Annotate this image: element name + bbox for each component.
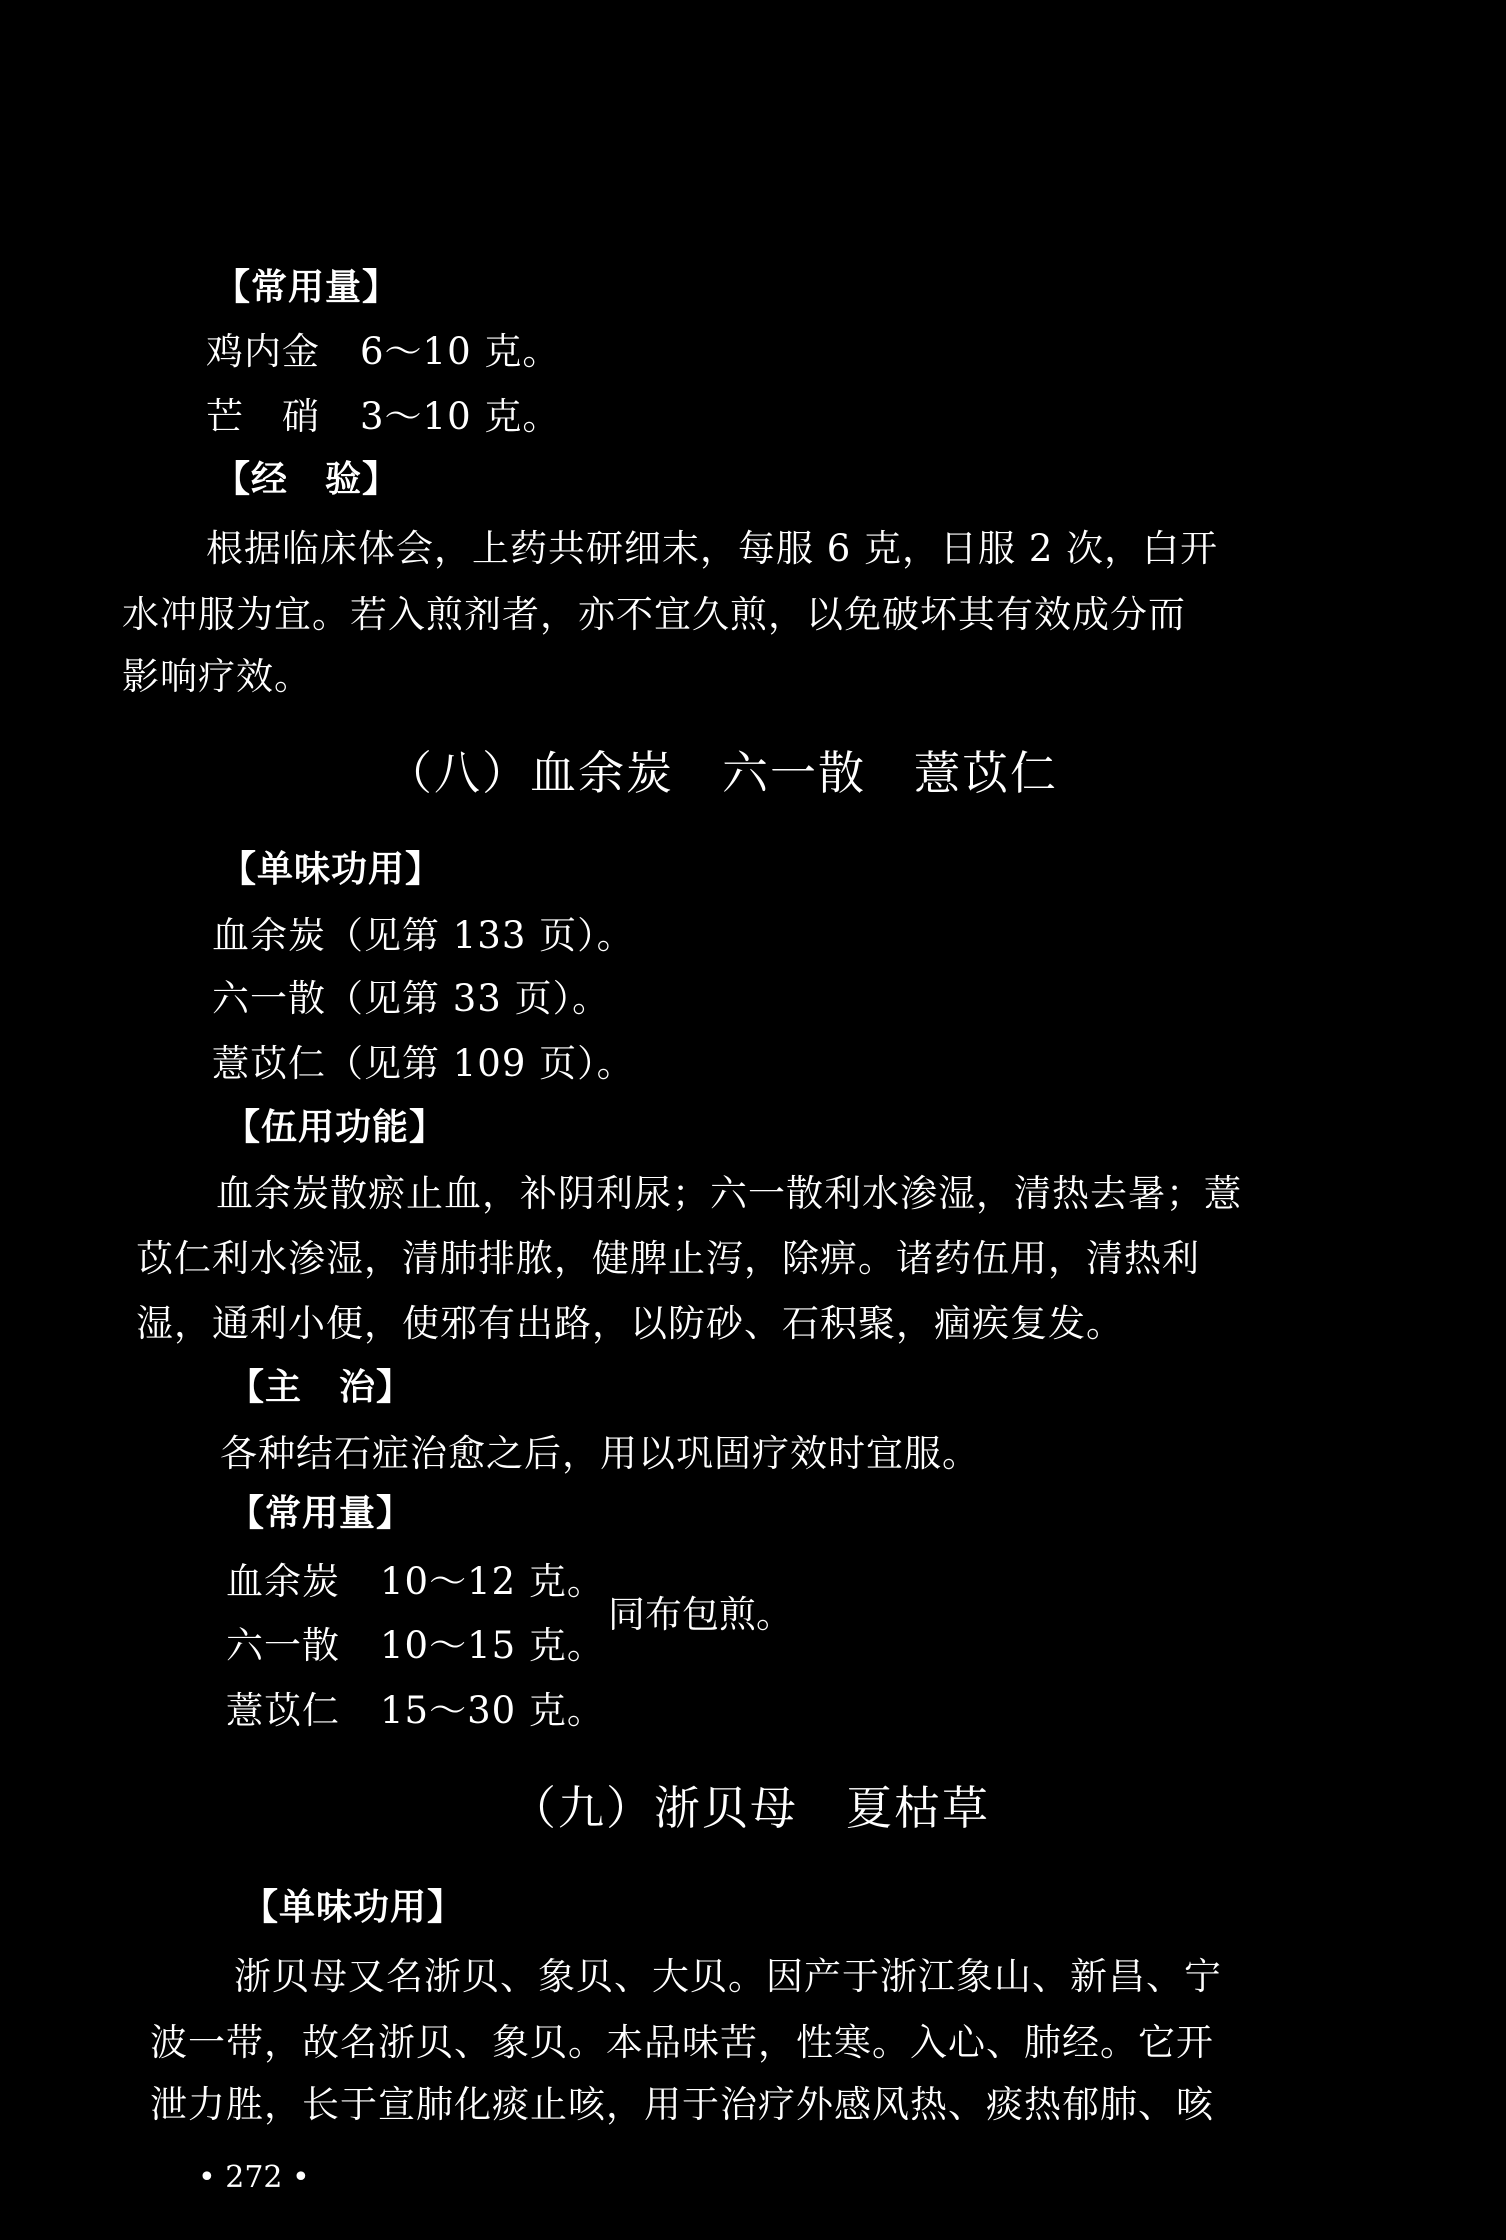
paragraph-line: 影响疗效。: [122, 655, 312, 698]
experience-heading: 【经 验】: [214, 459, 400, 500]
list-item: 血余炭（见第 133 页）。: [212, 914, 635, 957]
list-item: 薏苡仁（见第 109 页）。: [212, 1042, 635, 1085]
herb-amount: 3～10 克。: [360, 395, 561, 438]
list-item: 六一散（见第 33 页）。: [212, 977, 611, 1020]
paragraph-line: 根据临床体会，上药共研细末，每服 6 克，日服 2 次，白开: [206, 527, 1219, 570]
herb-name: 鸡内金: [206, 330, 320, 373]
dosage-item: [226, 1624, 605, 1667]
dosage-item: [206, 330, 561, 373]
herb-name: 六一散: [226, 1624, 340, 1667]
paragraph-line: 水冲服为宜。若入煎剂者，亦不宜久煎，以免破坏其有效成分而: [122, 593, 1186, 636]
paragraph-line: 泄力胜，长于宣肺化痰止咳，用于治疗外感风热、痰热郁肺、咳: [150, 2083, 1214, 2126]
paragraph-line: 苡仁利水渗湿，清肺排脓，健脾止泻，除痹。诸药伍用，清热利: [136, 1237, 1200, 1280]
herb-name: 血余炭: [226, 1560, 340, 1603]
paragraph-line: 血余炭散瘀止血，补阴利尿；六一散利水渗湿，清热去暑；薏: [216, 1172, 1242, 1215]
dosage-note: 同布包煎。: [608, 1593, 793, 1636]
dosage-heading: 【常用量】: [228, 1493, 414, 1534]
paragraph-line: 各种结石症治愈之后，用以巩固疗效时宜服。: [220, 1432, 980, 1475]
indication-heading: 【主 治】: [228, 1367, 414, 1408]
herb-amount: 15～30 克。: [380, 1689, 605, 1732]
paragraph-line: 浙贝母又名浙贝、象贝、大贝。因产于浙江象山、新昌、宁: [234, 1955, 1222, 1998]
herb-amount: 10～12 克。: [380, 1560, 605, 1603]
herb-amount: 10～15 克。: [380, 1624, 605, 1667]
herb-name: 芒 硝: [206, 395, 320, 438]
page-number: • 272 •: [198, 2160, 310, 2195]
herb-amount: 6～10 克。: [360, 330, 561, 373]
section-title: （九）浙贝母 夏枯草: [510, 1781, 990, 1835]
section-title: （八）血余炭 六一散 薏苡仁: [386, 746, 1058, 800]
herb-name: 薏苡仁: [226, 1689, 340, 1732]
single-function-heading: 【单味功用】: [220, 849, 443, 890]
dosage-item: [226, 1689, 605, 1732]
paragraph-line: 湿，通利小便，使邪有出路，以防砂、石积聚，痼疾复发。: [136, 1302, 1124, 1345]
combined-function-heading: 【伍用功能】: [224, 1107, 447, 1148]
dosage-heading: 【常用量】: [214, 267, 400, 308]
single-function-heading: 【单味功用】: [242, 1887, 465, 1928]
dosage-item: [206, 395, 561, 438]
paragraph-line: 波一带，故名浙贝、象贝。本品味苦，性寒。入心、肺经。它开: [150, 2021, 1214, 2064]
dosage-item: [226, 1560, 605, 1603]
